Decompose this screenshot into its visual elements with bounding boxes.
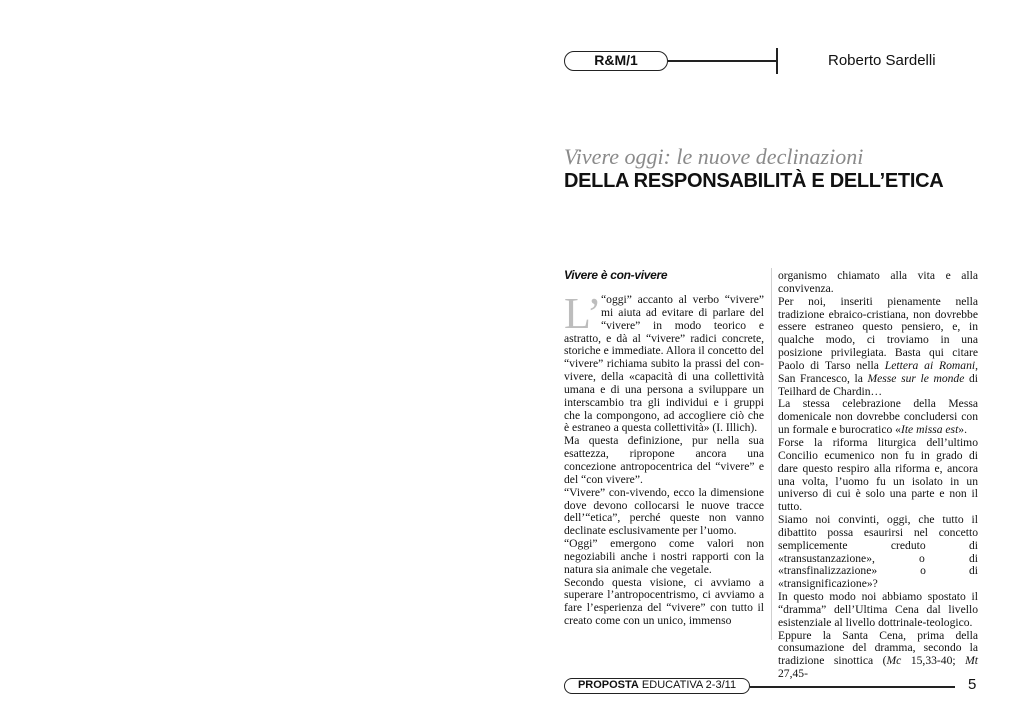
magazine-name-bold: PROPOSTA [577, 679, 639, 691]
text-run: ». [958, 423, 967, 437]
magazine-tag [564, 678, 750, 694]
text-run: 27,45- [778, 667, 808, 681]
drop-cap: L’ [564, 289, 602, 338]
paragraph: organismo chiamato alla vita e alla convivenza. [778, 269, 978, 295]
italic-ref: Mt [965, 654, 978, 668]
italic-title: Lettera ai Romani [884, 358, 976, 372]
text-run: Per noi, inseriti pienamente nella tradizione ebraico-cristiana, non dovrebbe essere estraneo questo pensiero, e, in qualche modo, ci troviamo in una posizione privilegiata. Basta qui citare Paolo di Tarso nella [778, 294, 978, 372]
text-run: di Teilhard de Chardin… [778, 371, 978, 398]
magazine-issue: EDUCATIVA 2-3/11 [638, 679, 737, 691]
author-name: Roberto Sardelli [828, 52, 936, 69]
paragraph [778, 296, 978, 399]
paragraph [778, 398, 978, 437]
italic-ref: Mc [886, 654, 902, 668]
article-title-line1: Vivere oggi: le nuove declinazioni [564, 144, 864, 169]
paragraph: In questo modo noi abbiamo spostato il “dramma” dell’Ultima Cena dal livello esistenziale al livello dottrinale-teologico. [778, 590, 978, 629]
page-number: 5 [968, 676, 977, 693]
paragraph: Ma questa definizione, pur nella sua esattezza, ripropone ancora una concezione antropocentrica del “vivere” e del “con vivere”. [564, 434, 764, 486]
paragraph-text: “oggi” accanto al verbo “vivere” mi aiuta ad evitare di parlare del “vivere” in modo teorico e astratto, e dà al “vivere” radici concrete, storiche e immediate. Allora il concetto del “vivere” richiama subito la prassi del con-vivere, della «capacità di una collettività umana e di una persona a sviluppare un interscambio tra gli individui e i gruppi che la compongono, ad accogliere ciò che è estraneo a questa collettività» (I. Illich). [564, 293, 764, 435]
italic-phrase: Ite missa est [900, 423, 959, 437]
italic-title: Messe sur le monde [867, 371, 965, 385]
article-title-line2: DELLA RESPONSABILITÀ E DELL’ETICA [564, 170, 944, 192]
footer-rule [750, 686, 955, 688]
section-heading: Vivere è con-vivere [564, 268, 668, 282]
header-divider [776, 48, 778, 74]
paragraph: Forse la riforma liturgica dell’ultimo Concilio ecumenico non fu in grado di dare questo respiro alla riforma e, ancora una volta, l’uomo fu un isolato in un universo di cui è solo una parte e non il tutto. [778, 435, 978, 514]
paragraph [564, 289, 764, 435]
column-divider [771, 268, 772, 640]
text-run: La stessa celebrazione della Messa domenicale non dovrebbe concludersi con un formale e burocratico « [778, 397, 978, 437]
text-column-right [778, 270, 978, 681]
paragraph: Siamo noi convinti, oggi, che tutto il dibattito possa esaurirsi nel concetto semplicemente creduto di «transustanzazione», o di «transfinalizzazione» o di «transignificazione»? [778, 513, 978, 591]
text-run: 15,33-40; [901, 654, 966, 668]
paragraph: “Vivere” con-vivendo, ecco la dimensione dove devono collocarsi le nuove tracce dell’“etica”, perché queste non vanno declinate esclusivamente per l’uomo. [564, 485, 764, 538]
text-column-left [564, 289, 764, 628]
text-run: Eppure la Santa Cena, prima della consumazione del dramma, secondo la tradizione sinottica ( [778, 628, 978, 668]
paragraph: Secondo questa visione, ci avviamo a superare l’antropocentrismo, ci avviamo a fare l’esperienza del “vivere” con tutto il creato come con un unico, immenso [564, 575, 764, 628]
section-tag: R&M/1 [564, 51, 668, 71]
paragraph: “Oggi” emergono come valori non negoziabili anche i nostri rapporti con la natura sia animale che vegetale. [564, 537, 764, 576]
text-run: , San Francesco, la [778, 358, 979, 385]
paragraph [778, 630, 978, 681]
header-rule [668, 60, 777, 62]
